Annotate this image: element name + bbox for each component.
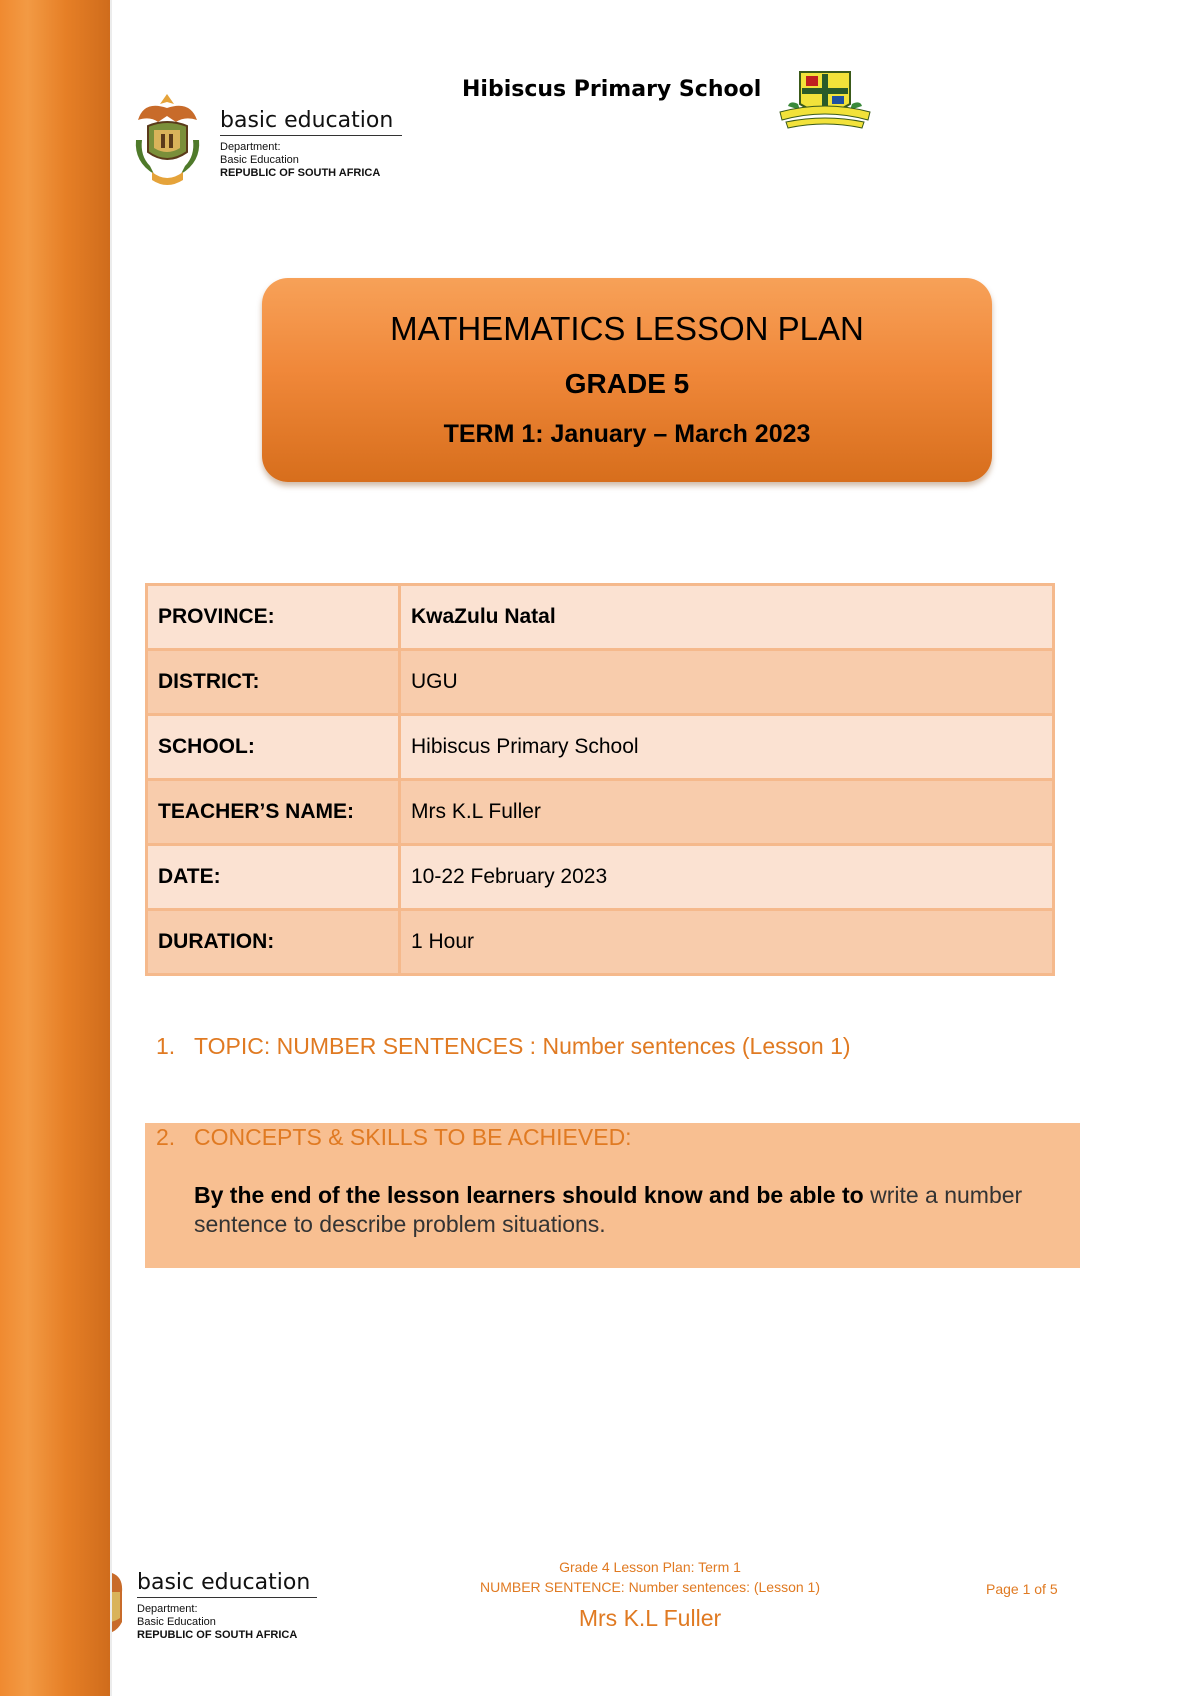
footer-logo-line3: REPUBLIC OF SOUTH AFRICA (137, 1629, 298, 1641)
coat-of-arms-icon (130, 90, 205, 190)
footer-logo-title: basic education (137, 1570, 311, 1595)
sidebar-edge (110, 0, 112, 1696)
page-number: Page 1 of 5 (986, 1581, 1058, 1597)
term-heading: TERM 1: January – March 2023 (443, 420, 811, 448)
grade-heading: GRADE 5 (564, 368, 690, 399)
topic-text: TOPIC: NUMBER SENTENCES : Number sentences (Lesson 1) (194, 1033, 851, 1059)
footer-department-logo (112, 1562, 332, 1652)
duration-label: DURATION: (147, 910, 400, 975)
title-banner (262, 278, 992, 482)
province-label: PROVINCE: (147, 585, 400, 650)
district-value: UGU (400, 650, 1054, 715)
department-logo-line3: REPUBLIC OF SOUTH AFRICA (220, 167, 381, 179)
footer-coat-of-arms-icon (112, 1562, 124, 1642)
department-logo (130, 90, 410, 190)
topic-number: 1. (156, 1033, 176, 1059)
table-row (147, 650, 1054, 715)
lesson-plan-title: MATHEMATICS LESSON PLAN (390, 310, 864, 347)
table-row (147, 715, 1054, 780)
topic-heading (156, 1033, 851, 1060)
table-row (147, 780, 1054, 845)
footer-topic-line: NUMBER SENTENCE: Number sentences: (Lesson 1) (480, 1579, 820, 1595)
footer-logo-line2: Basic Education (137, 1616, 216, 1628)
concepts-heading-text: CONCEPTS & SKILLS TO BE ACHIEVED: (194, 1124, 632, 1150)
date-label: DATE: (147, 845, 400, 910)
concepts-body-bold: By the end of the lesson learners should know and be able to (194, 1182, 864, 1208)
concepts-number: 2. (156, 1124, 176, 1150)
footer-center (450, 1557, 850, 1632)
school-label: SCHOOL: (147, 715, 400, 780)
department-logo-rule (220, 135, 402, 136)
concepts-body-rest: write a number sentence to describe problem situations. (194, 1182, 1023, 1237)
footer-teacher-name: Mrs K.L Fuller (578, 1605, 722, 1631)
department-logo-title: basic education (220, 108, 394, 133)
table-row (147, 845, 1054, 910)
school-badge-icon (770, 70, 880, 132)
concepts-heading (156, 1124, 632, 1151)
concepts-body (194, 1181, 1074, 1239)
concepts-section (145, 1123, 1080, 1268)
school-value: Hibiscus Primary School (400, 715, 1054, 780)
duration-value: 1 Hour (400, 910, 1054, 975)
footer-logo-rule (137, 1597, 317, 1598)
orange-sidebar (0, 0, 110, 1696)
table-row (147, 585, 1054, 650)
date-value: 10-22 February 2023 (400, 845, 1054, 910)
footer-logo-line1: Department: (137, 1603, 198, 1615)
province-value: KwaZulu Natal (400, 585, 1054, 650)
teacher-name-label: TEACHER’S NAME: (147, 780, 400, 845)
school-name-header: Hibiscus Primary School (462, 77, 762, 102)
lesson-info-table (145, 583, 1055, 976)
table-row (147, 910, 1054, 975)
department-logo-line1: Department: (220, 141, 281, 153)
department-logo-line2: Basic Education (220, 154, 299, 166)
footer-lesson-plan-line: Grade 4 Lesson Plan: Term 1 (559, 1559, 741, 1575)
district-label: DISTRICT: (147, 650, 400, 715)
teacher-name-value: Mrs K.L Fuller (400, 780, 1054, 845)
